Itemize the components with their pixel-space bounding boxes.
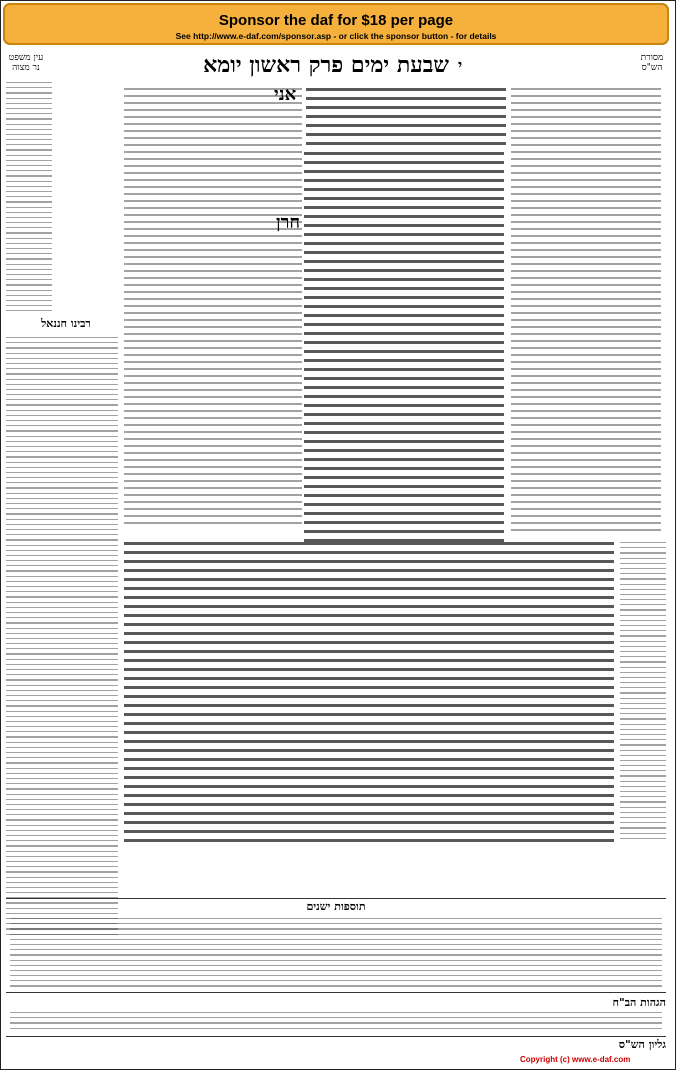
- gemara-main-column: [304, 152, 504, 542]
- gemara-lower-block: [124, 542, 614, 842]
- section-divider: [6, 992, 666, 993]
- section-divider: [6, 1036, 666, 1037]
- tosafot-yeshanim-title: תוספות ישנים: [306, 900, 366, 913]
- masoret-hashas-column: [620, 542, 666, 842]
- masoret-hashas-header: מסורת הש"ס: [640, 53, 664, 73]
- ein-mishpat-column: [6, 82, 52, 312]
- sponsor-banner[interactable]: [3, 3, 669, 45]
- folio-number: י: [458, 56, 463, 75]
- hagahot-habach-title: הגהות הב"ח: [612, 996, 666, 1009]
- page-title: שבעת ימים פרק ראשון יומא: [203, 52, 449, 78]
- sponsor-title[interactable]: Sponsor the daf for $18 per page: [218, 12, 454, 29]
- dibur-hamatchil-choren: חרן: [276, 212, 301, 233]
- hagahot-text: [10, 1012, 662, 1032]
- gemara-top-block: [306, 88, 506, 148]
- tosafot-column: [124, 88, 302, 528]
- talmud-page-scan: [6, 52, 668, 1052]
- rabbeinu-chananel-title: רבינו חננאל: [41, 317, 91, 330]
- ein-mishpat-header: עין משפט נר מצוה: [8, 53, 44, 73]
- sponsor-subtitle[interactable]: See http://www.e-daf.com/sponsor.asp - or click the sponsor button - for details: [175, 31, 497, 41]
- gilyon-hashas-title: גליון הש"ס: [618, 1038, 666, 1051]
- tosafot-yeshanim-text: [10, 918, 662, 988]
- rabbeinu-chananel-column: [6, 337, 118, 937]
- copyright-notice[interactable]: Copyright (c) www.e-daf.com: [520, 1055, 631, 1064]
- section-divider: [6, 898, 666, 899]
- dibur-hamatchil-ani: אני: [274, 84, 297, 105]
- rashi-column: [511, 88, 661, 533]
